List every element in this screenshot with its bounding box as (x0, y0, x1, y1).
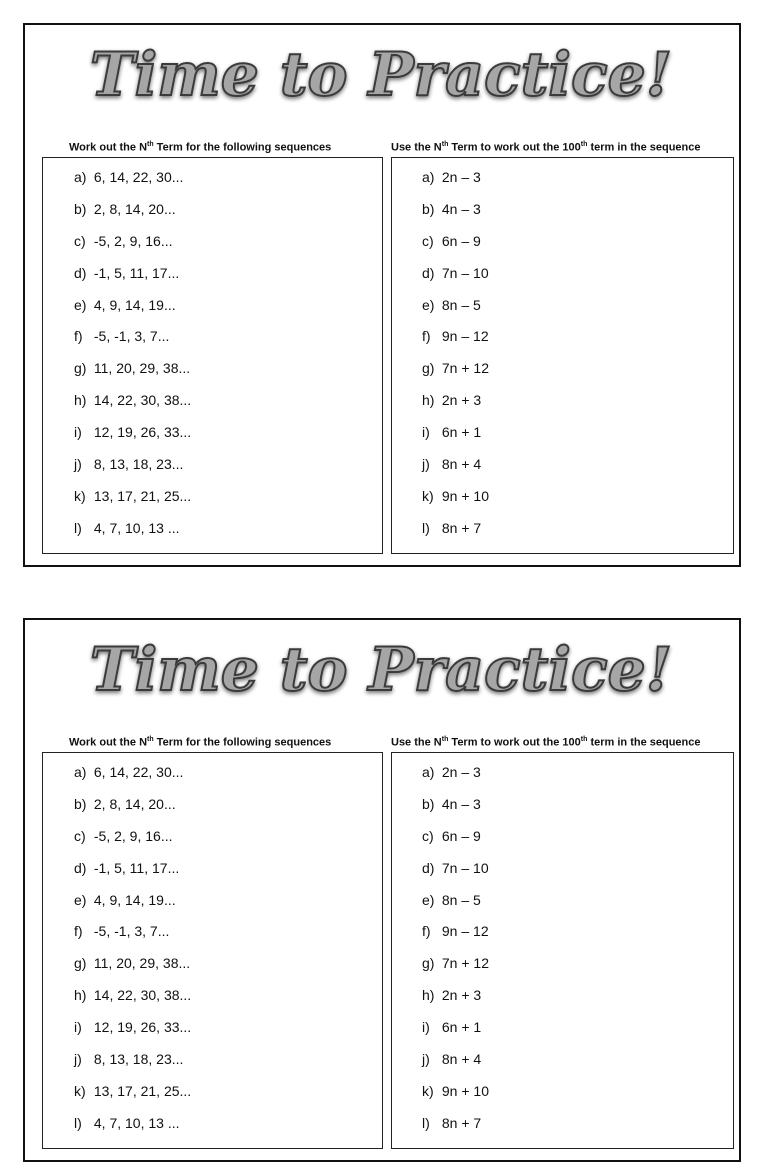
item-letter: l) (422, 519, 430, 536)
item-text: 12, 19, 26, 33... (93, 1019, 192, 1036)
title-art (25, 29, 738, 129)
list-item (74, 264, 191, 296)
item-letter: e) (74, 891, 87, 908)
item-text: 8n + 4 (441, 456, 482, 473)
list-item (422, 986, 489, 1018)
list-item (422, 296, 489, 328)
item-letter: f) (74, 923, 83, 940)
item-text: 8n – 5 (441, 296, 481, 313)
left-heading: Work out the $N^{th}$ Term for the following sequences (69, 736, 332, 749)
item-text: 2, 8, 14, 20... (93, 795, 176, 812)
list-item (74, 200, 191, 232)
item-letter: f) (422, 328, 431, 345)
list-item (74, 986, 191, 1018)
right-heading: Use the $N^{th}$ Term to work out the 100th term in the sequence (391, 141, 701, 154)
item-letter: i) (74, 424, 82, 441)
item-letter: h) (422, 987, 435, 1004)
item-letter: c) (74, 827, 86, 844)
list-item (74, 455, 191, 487)
item-letter: e) (422, 891, 435, 908)
item-letter: h) (422, 392, 435, 409)
item-letter: k) (422, 487, 434, 504)
list-item (74, 168, 191, 200)
list-item (74, 391, 191, 423)
item-text: 9n – 12 (441, 923, 489, 940)
item-text: 4, 9, 14, 19... (93, 891, 176, 908)
item-letter: b) (74, 200, 87, 217)
list-item (422, 391, 489, 423)
list-item (74, 763, 191, 795)
item-text: 8n + 7 (441, 1114, 482, 1131)
item-text: 8n + 4 (441, 1051, 482, 1068)
item-text: 12, 19, 26, 33... (93, 424, 192, 441)
item-text: 4, 9, 14, 19... (93, 296, 176, 313)
list-item (422, 264, 489, 296)
item-letter: l) (422, 1114, 430, 1131)
item-text: 8, 13, 18, 23... (93, 456, 184, 473)
list-item (74, 827, 191, 859)
nth-term-box (391, 157, 734, 554)
item-text: 4n – 3 (441, 200, 481, 217)
list-item (74, 359, 191, 391)
list-item (422, 200, 489, 232)
item-text: 9n – 12 (441, 328, 489, 345)
item-letter: f) (74, 328, 83, 345)
item-letter: j) (422, 456, 430, 473)
item-letter: d) (74, 264, 87, 281)
item-letter: d) (422, 264, 435, 281)
item-text: 8n – 5 (441, 891, 481, 908)
list-item (422, 232, 489, 264)
item-text: 8, 13, 18, 23... (93, 1051, 184, 1068)
item-letter: i) (422, 1019, 430, 1036)
item-text: -5, 2, 9, 16... (93, 827, 173, 844)
item-letter: g) (422, 955, 435, 972)
item-text: 6n + 1 (441, 1019, 482, 1036)
sequences-box (42, 157, 383, 554)
sequences-box (42, 752, 383, 1149)
item-text: 6, 14, 22, 30... (93, 764, 184, 780)
item-text: 11, 20, 29, 38... (93, 360, 191, 377)
list-item (422, 827, 489, 859)
item-text: 7n + 12 (441, 360, 489, 377)
item-letter: g) (422, 360, 435, 377)
item-letter: k) (422, 1082, 434, 1099)
title-text: Time to Practice! (89, 40, 673, 110)
item-letter: i) (422, 424, 430, 441)
item-letter: a) (74, 764, 87, 780)
list-item (74, 954, 191, 986)
nth-term-list (422, 763, 489, 1146)
list-item (74, 1082, 191, 1114)
item-letter: h) (74, 987, 87, 1004)
list-item (74, 1114, 191, 1146)
item-text: 6n – 9 (441, 827, 481, 844)
item-letter: b) (74, 795, 87, 812)
item-letter: a) (422, 764, 435, 780)
list-item (422, 954, 489, 986)
item-text: 9n + 10 (441, 487, 489, 504)
item-text: 2n + 3 (441, 987, 482, 1004)
item-letter: d) (74, 859, 87, 876)
item-text: 4n – 3 (441, 795, 481, 812)
item-text: 6, 14, 22, 30... (93, 169, 184, 185)
list-item (422, 1018, 489, 1050)
list-item (74, 423, 191, 455)
item-text: -5, -1, 3, 7... (93, 328, 170, 345)
item-letter: b) (422, 200, 435, 217)
list-item (74, 232, 191, 264)
item-letter: c) (422, 827, 434, 844)
list-item (422, 487, 489, 519)
list-item (422, 1050, 489, 1082)
title-art (25, 624, 738, 724)
list-item (74, 859, 191, 891)
item-letter: f) (422, 923, 431, 940)
item-text: 2n + 3 (441, 392, 482, 409)
list-item (422, 922, 489, 954)
list-item (74, 1050, 191, 1082)
worksheet-2 (23, 618, 741, 1162)
list-item (422, 891, 489, 923)
list-item (74, 1018, 191, 1050)
item-text: 14, 22, 30, 38... (93, 392, 192, 409)
item-letter: h) (74, 392, 87, 409)
item-letter: j) (422, 1051, 430, 1068)
sequence-list (74, 168, 191, 551)
item-text: -5, 2, 9, 16... (93, 232, 173, 249)
nth-term-list (422, 168, 489, 551)
item-text: 9n + 10 (441, 1082, 489, 1099)
item-text: 2n – 3 (441, 169, 481, 185)
list-item (422, 1114, 489, 1146)
item-text: 13, 17, 21, 25... (93, 1082, 192, 1099)
item-letter: b) (422, 795, 435, 812)
list-item (74, 327, 191, 359)
item-letter: c) (422, 232, 434, 249)
item-text: 4, 7, 10, 13 ... (93, 1114, 180, 1131)
item-letter: e) (422, 296, 435, 313)
list-item (74, 519, 191, 551)
list-item (74, 922, 191, 954)
item-letter: k) (74, 487, 86, 504)
list-item (422, 519, 489, 551)
item-text: 7n + 12 (441, 955, 489, 972)
item-text: -1, 5, 11, 17... (93, 264, 180, 281)
list-item (422, 455, 489, 487)
nth-term-box (391, 752, 734, 1149)
item-letter: g) (74, 955, 87, 972)
item-text: 14, 22, 30, 38... (93, 987, 192, 1004)
item-letter: a) (422, 169, 435, 185)
item-letter: c) (74, 232, 86, 249)
item-letter: e) (74, 296, 87, 313)
worksheet-title (25, 624, 738, 724)
item-letter: a) (74, 169, 87, 185)
sequence-list (74, 763, 191, 1146)
item-letter: j) (74, 456, 82, 473)
item-text: 11, 20, 29, 38... (93, 955, 191, 972)
item-letter: d) (422, 859, 435, 876)
item-text: 2, 8, 14, 20... (93, 200, 176, 217)
item-text: 7n – 10 (441, 859, 489, 876)
list-item (74, 296, 191, 328)
list-item (422, 423, 489, 455)
item-letter: k) (74, 1082, 86, 1099)
item-text: -1, 5, 11, 17... (93, 859, 180, 876)
list-item (422, 763, 489, 795)
list-item (74, 795, 191, 827)
item-text: 2n – 3 (441, 764, 481, 780)
item-text: 7n – 10 (441, 264, 489, 281)
right-heading: Use the $N^{th}$ Term to work out the 100th term in the sequence (391, 736, 701, 749)
list-item (74, 891, 191, 923)
item-letter: l) (74, 519, 82, 536)
list-item (422, 1082, 489, 1114)
item-letter: g) (74, 360, 87, 377)
worksheet-1 (23, 23, 741, 567)
item-text: 6n + 1 (441, 424, 482, 441)
item-text: 6n – 9 (441, 232, 481, 249)
worksheet-title (25, 29, 738, 129)
list-item (422, 859, 489, 891)
item-text: -5, -1, 3, 7... (93, 923, 170, 940)
list-item (74, 487, 191, 519)
list-item (422, 795, 489, 827)
left-heading: Work out the $N^{th}$ Term for the following sequences (69, 141, 332, 154)
list-item (422, 359, 489, 391)
item-text: 4, 7, 10, 13 ... (93, 519, 180, 536)
item-letter: j) (74, 1051, 82, 1068)
item-text: 8n + 7 (441, 519, 482, 536)
item-text: 13, 17, 21, 25... (93, 487, 192, 504)
item-letter: l) (74, 1114, 82, 1131)
list-item (422, 327, 489, 359)
list-item (422, 168, 489, 200)
title-text: Time to Practice! (89, 635, 673, 705)
item-letter: i) (74, 1019, 82, 1036)
